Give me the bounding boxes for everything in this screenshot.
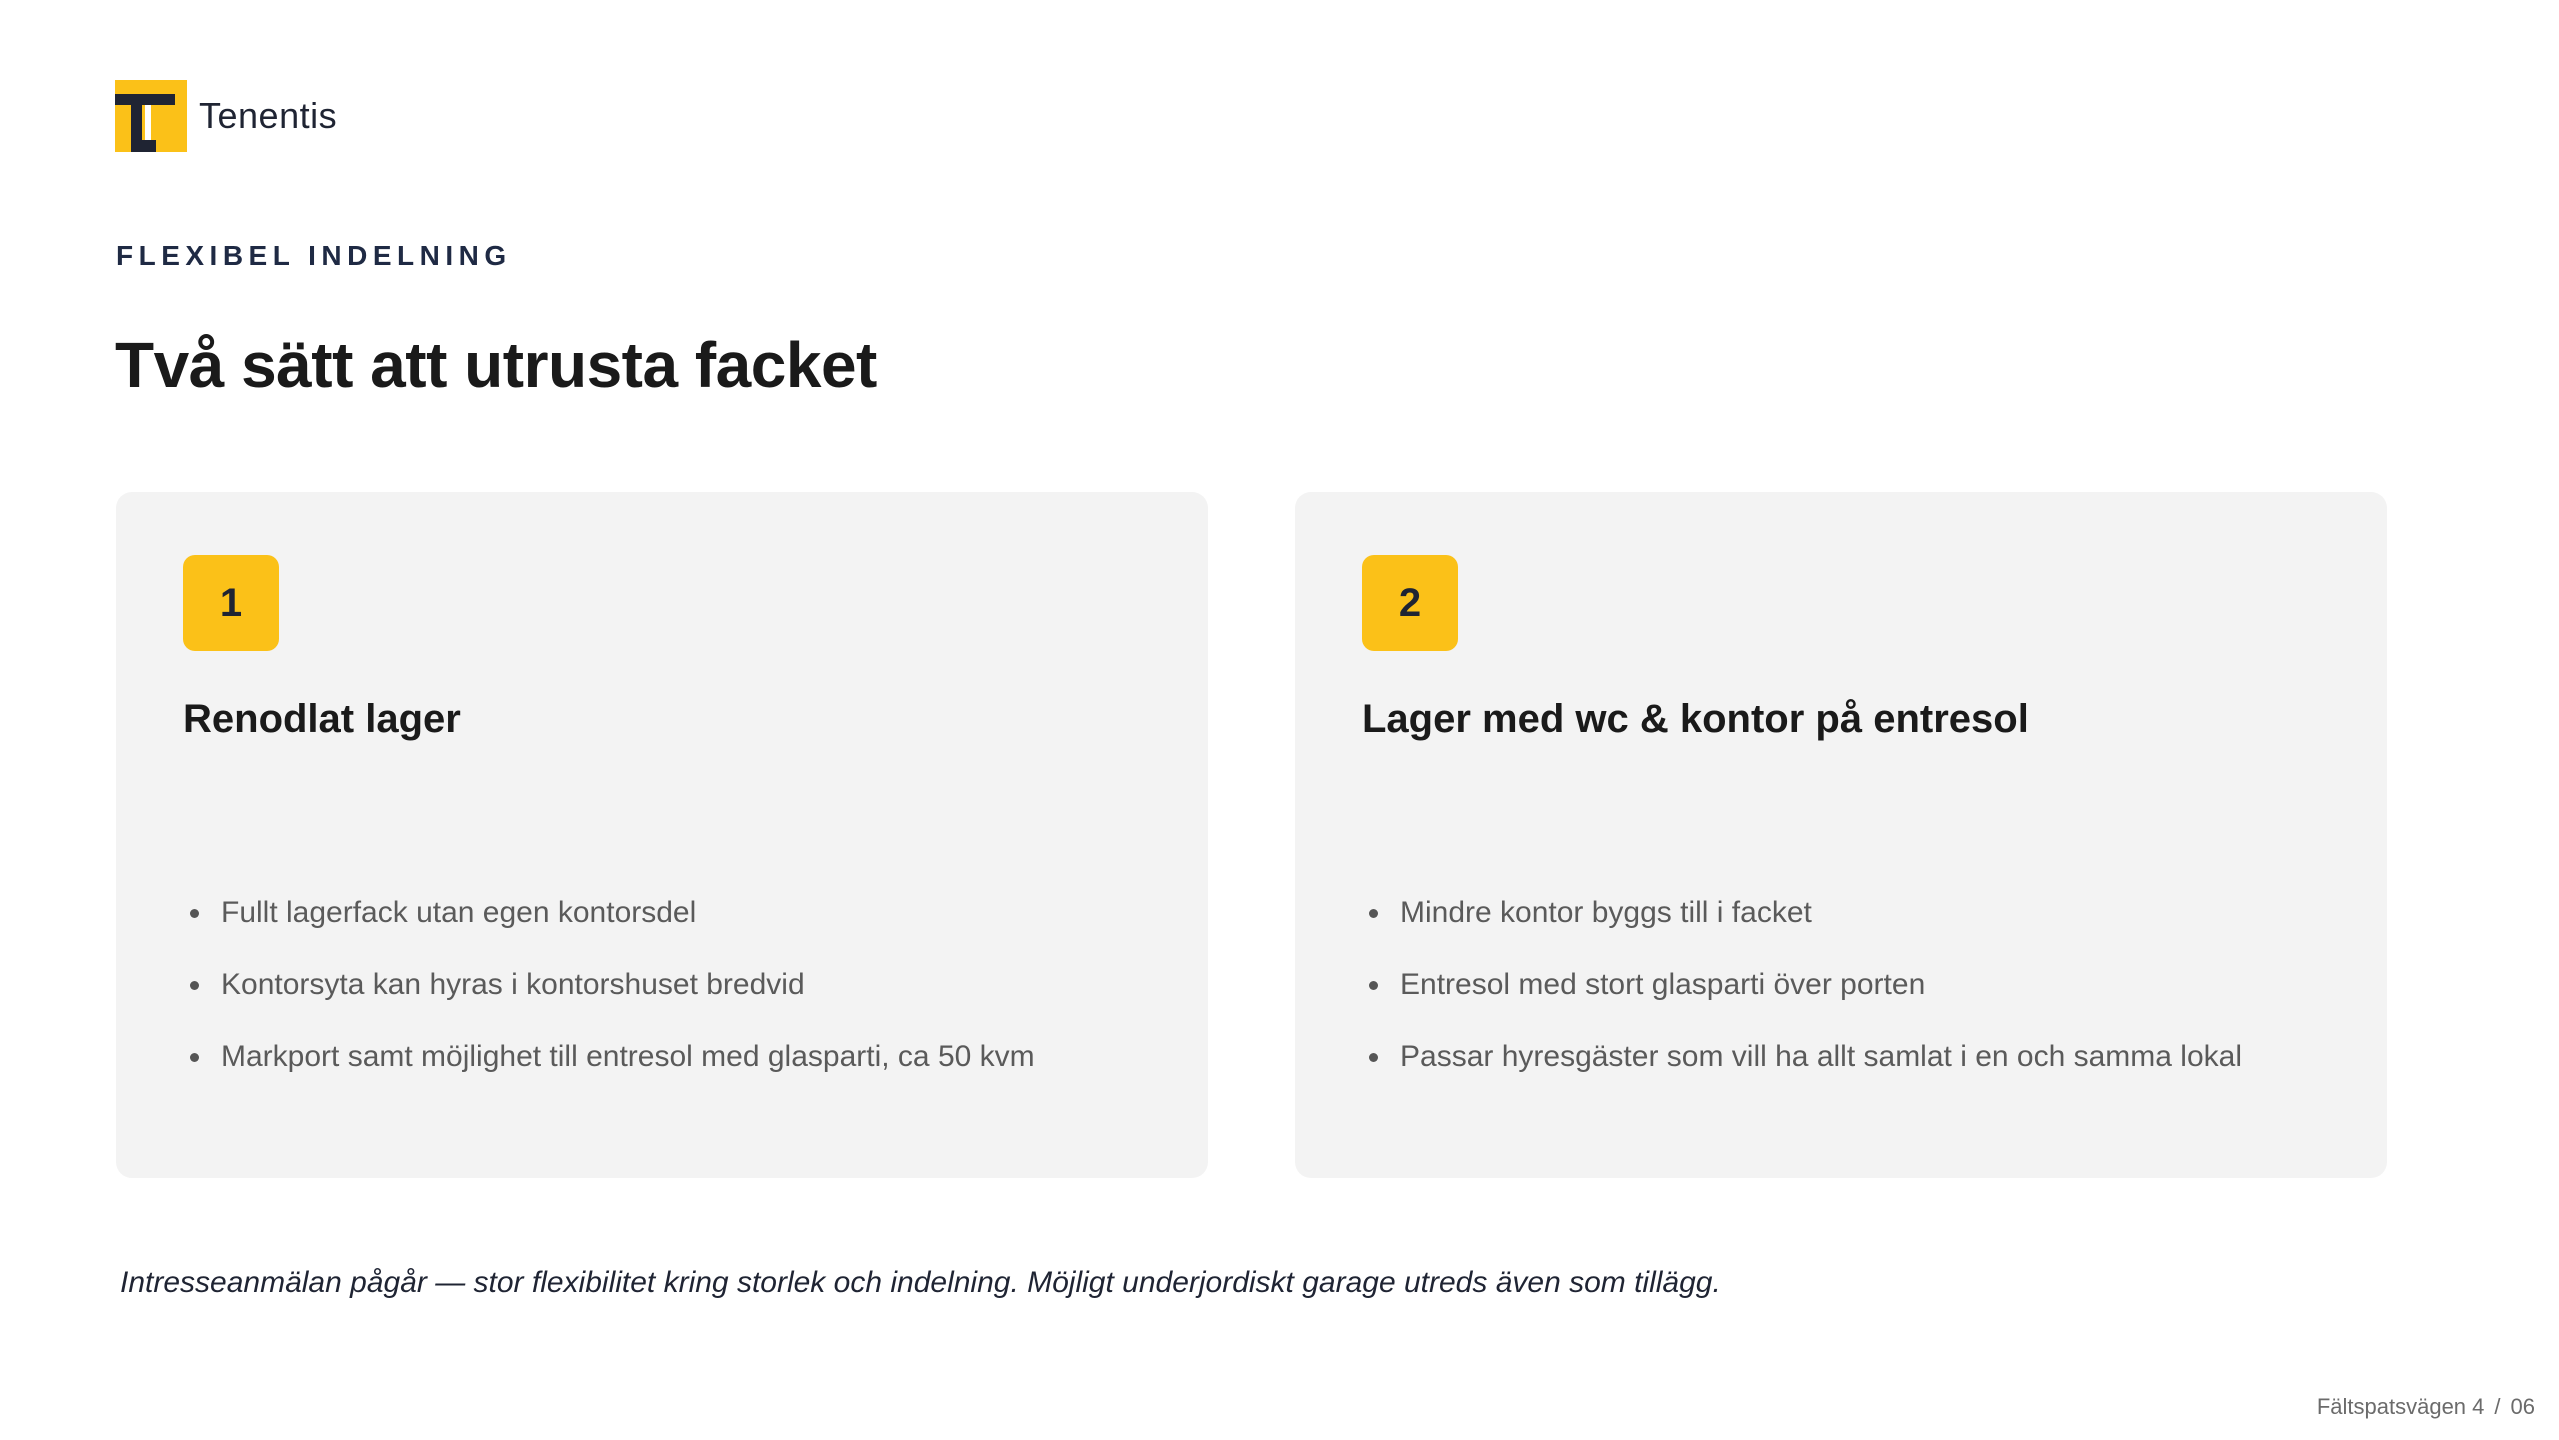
bullet-text: Mindre kontor byggs till i facket [1400,896,1812,929]
option-bullet-list [183,877,1035,1093]
option-title: Renodlat lager [183,697,461,741]
logo-wordmark: Tenentis [199,95,338,136]
brand-logo [115,80,337,152]
bullet-text: Passar hyresgäster som vill ha allt samlat i en och samma lokal [1400,1040,2242,1073]
option-number-badge: 2 [1362,555,1458,651]
bullet-item [1362,1021,2242,1093]
bullet-dot-icon [1369,909,1378,918]
footer-separator: / [2494,1394,2501,1419]
bullet-dot-icon [1369,1053,1378,1062]
option-card-1 [116,492,1208,1178]
bullet-dot-icon [190,909,199,918]
bullet-item [1362,877,2242,949]
bullet-text: Entresol med stort glasparti över porten [1400,968,1926,1001]
bullet-dot-icon [190,981,199,990]
bullet-item [183,949,1035,1021]
tenentis-logo-icon [115,80,187,152]
bullet-dot-icon [190,1053,199,1062]
footer-address: Fältspatsvägen 4 [2316,1394,2485,1419]
option-bullet-list [1362,877,2242,1093]
bullet-text: Markport samt möjlighet till entresol med glasparti, ca 50 kvm [221,1040,1035,1073]
bullet-item [183,877,1035,949]
option-title: Lager med wc & kontor på entresol [1362,697,2029,741]
bullet-item [183,1021,1035,1093]
bullet-dot-icon [1369,981,1378,990]
bullet-text: Fullt lagerfack utan egen kontorsdel [221,896,697,929]
option-card-2 [1295,492,2387,1178]
bullet-item [1362,949,2242,1021]
option-number-badge: 1 [183,555,279,651]
bullet-text: Kontorsyta kan hyras i kontorshuset bredvid [221,968,805,1001]
page-title: Två sätt att utrusta facket [115,329,877,401]
footnote: Intresseanmälan pågår — stor flexibilitet kring storlek och indelning. Möjligt underjordiskt garage utreds även som tillägg. [120,1266,1721,1299]
slide-footer [2317,1394,2535,1420]
section-eyebrow: FLEXIBEL INDELNING [116,240,512,271]
page-number: 06 [2510,1394,2535,1419]
